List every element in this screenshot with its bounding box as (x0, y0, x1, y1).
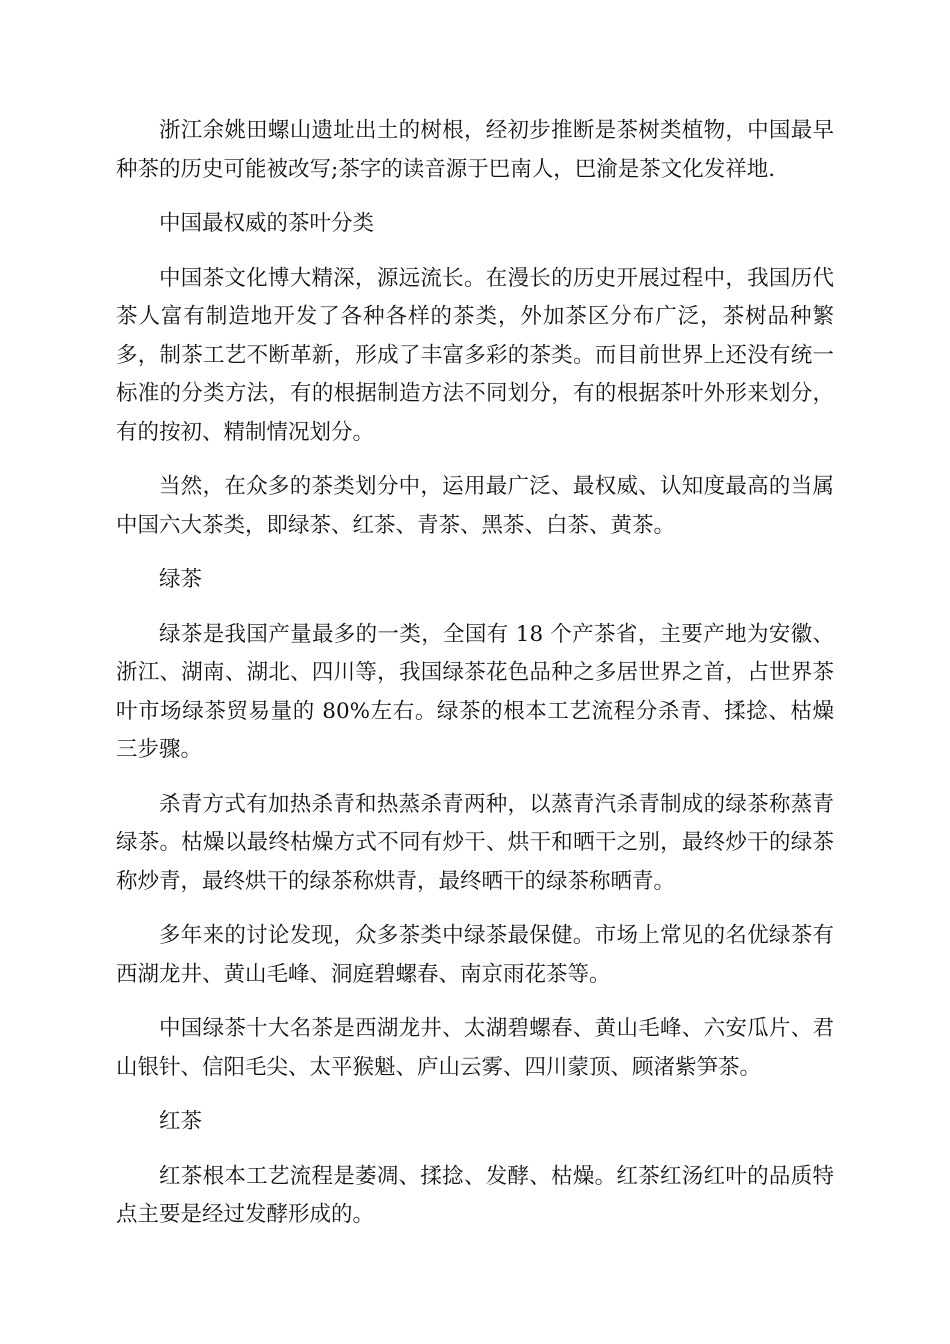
paragraph-tea-origin: 浙江余姚田螺山遗址出土的树根，经初步推断是茶树类植物，中国最早种茶的历史可能被改写;茶字的读音源于巴南人，巴渝是茶文化发祥地. (116, 118, 834, 182)
heading-black-tea: 红茶 (159, 1109, 203, 1134)
heading-green-tea: 绿茶 (159, 567, 203, 592)
paragraph-green-tea-production: 绿茶是我国产量最多的一类，全国有 18 个产茶省，主要产地为安徽、浙江、湖南、湖北、四川等，我国绿茶花色品种之多居世界之首，占世界茶叶市场绿茶贸易量的 80%左右。绿茶的根本工艺流程分杀青、揉捻、枯燥三步骤。 (116, 621, 834, 762)
paragraph-green-tea-methods: 杀青方式有加热杀青和热蒸杀青两种，以蒸青汽杀青制成的绿茶称蒸青绿茶。枯燥以最终枯燥方式不同有炒干、烘干和晒干之别，最终炒干的绿茶称炒青，最终烘干的绿茶称烘青，最终晒干的绿茶称晒青。 (116, 791, 834, 894)
paragraph-six-tea-types: 当然，在众多的茶类划分中，运用最广泛、最权威、认知度最高的当属中国六大茶类，即绿茶、红茶、青茶、黑茶、白茶、黄茶。 (116, 474, 834, 538)
paragraph-green-tea-health: 多年来的讨论发现，众多茶类中绿茶最保健。市场上常见的名优绿茶有西湖龙井、黄山毛峰、洞庭碧螺春、南京雨花茶等。 (116, 923, 834, 987)
paragraph-tea-culture: 中国茶文化博大精深，源远流长。在漫长的历史开展过程中，我国历代茶人富有制造地开发了各种各样的茶类，外加茶区分布广泛，茶树品种繁多，制茶工艺不断革新，形成了丰富多彩的茶类。而目前世界上还没有统一标准的分类方法，有的根据制造方法不同划分，有的根据茶叶外形来划分，有的按初、精制情况划分。 (116, 265, 834, 445)
document-page (116, 112, 834, 1251)
heading-tea-classification: 中国最权威的茶叶分类 (159, 211, 375, 236)
paragraph-green-tea-famous: 中国绿茶十大名茶是西湖龙井、太湖碧螺春、黄山毛峰、六安瓜片、君山银针、信阳毛尖、太平猴魁、庐山云雾、四川蒙顶、顾渚紫笋茶。 (116, 1016, 834, 1080)
paragraph-black-tea-process: 红茶根本工艺流程是萎凋、揉捻、发酵、枯燥。红茶红汤红叶的品质特点主要是经过发酵形成的。 (116, 1163, 834, 1227)
